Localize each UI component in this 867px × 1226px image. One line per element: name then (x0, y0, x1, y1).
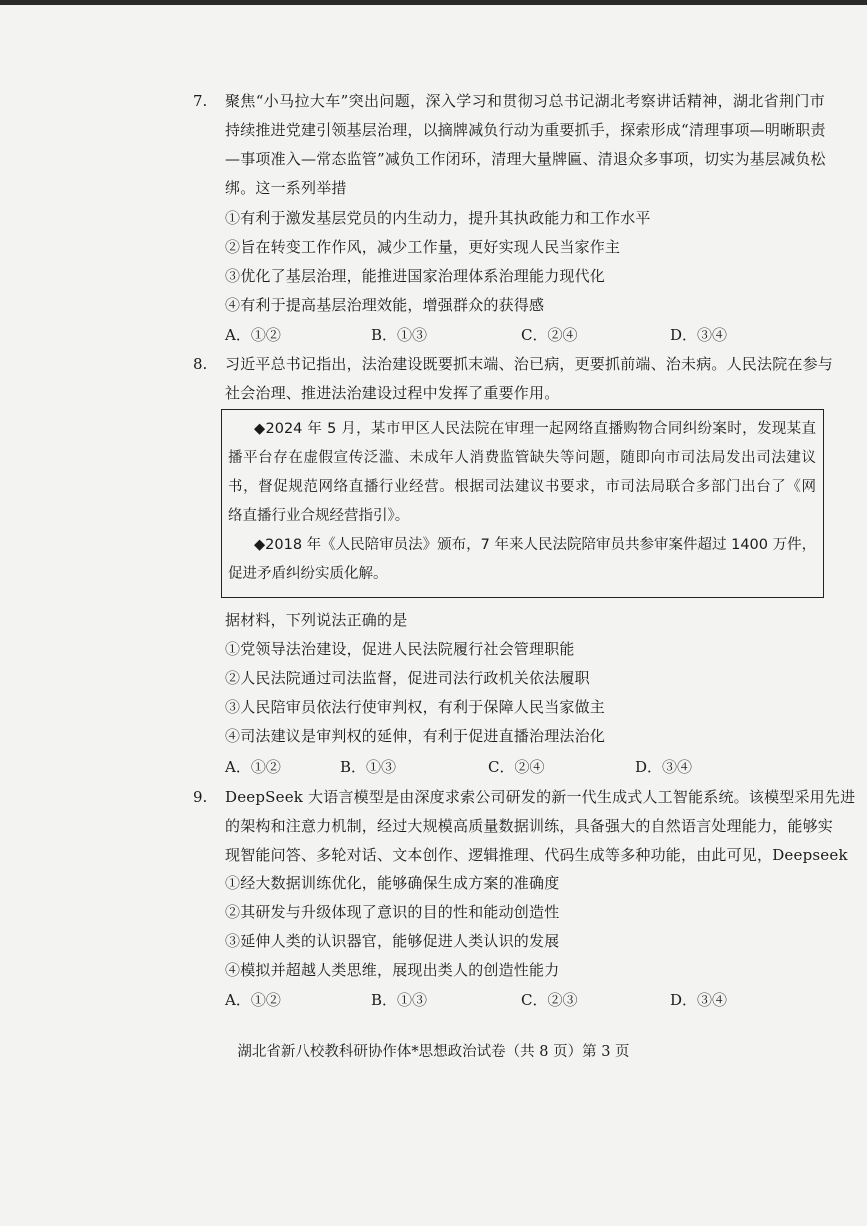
q9-option-d: D．③④ (670, 991, 728, 1009)
q8-stem-line-2: 社会治理、推进法治建设过程中发挥了重要作用。 (225, 384, 560, 402)
q7-statement-4: ④有利于提高基层治理效能，增强群众的获得感 (225, 296, 545, 314)
q9-stem-line-2: 的架构和注意力机制，经过大规模高质量数据训练，具备强大的自然语言处理能力，能够实 (225, 817, 834, 835)
q9-statement-2: ②其研发与升级体现了意识的目的性和能动创造性 (225, 903, 560, 921)
q8-material-line-4: 络直播行业合规经营指引》。 (228, 508, 410, 524)
q9-option-c: C．②③ (521, 991, 578, 1009)
q8-option-d: D．③④ (635, 758, 693, 776)
q9-statement-3: ③延伸人类的认识器官，能够促进人类认识的发展 (225, 932, 560, 950)
q7-option-b: B．①③ (371, 326, 428, 344)
q7-stem-line-2: 持续推进党建引领基层治理，以摘牌减负行动为重要抓手，探索形成“清理事项—明晰职责 (225, 121, 826, 139)
q9-stem-line-1: DeepSeek 大语言模型是由深度求索公司研发的新一代生成式人工智能系统。该模型采用先进 (225, 788, 856, 806)
q9-option-a: A．①② (225, 991, 281, 1009)
q7-stem-line-3: —事项准入—常态监管”减负工作闭环，清理大量牌匾、清退众多事项，切实为基层减负松 (225, 150, 826, 168)
q8-material-line-6: 促进矛盾纠纷实质化解。 (228, 566, 388, 582)
q7-option-d: D．③④ (670, 326, 728, 344)
page-footer: 湖北省新八校教科研协作体*思想政治试卷（共 8 页）第 3 页 (237, 1044, 630, 1060)
q8-material-line-1: ◆2024 年 5 月，某市甲区人民法院在审理一起网络直播购物合同纠纷案时，发现某直 (254, 421, 816, 437)
q9-number: 9. (193, 788, 208, 806)
q7-statement-2: ②旨在转变工作作风，减少工作量，更好实现人民当家作主 (225, 238, 621, 256)
q8-option-c: C．②④ (488, 758, 545, 776)
q8-stem-line-1: 习近平总书记指出，法治建设既要抓末端、治已病，更要抓前端、治未病。人民法院在参与 (225, 355, 834, 373)
q7-statement-3: ③优化了基层治理，能推进国家治理体系治理能力现代化 (225, 267, 606, 285)
q8-number: 8. (193, 355, 208, 373)
q7-statement-1: ①有利于激发基层党员的内生动力，提升其执政能力和工作水平 (225, 209, 651, 227)
q9-statement-1: ①经大数据训练优化，能够确保生成方案的准确度 (225, 874, 560, 892)
q8-material-line-5: ◆2018 年《人民陪审员法》颁布，7 年来人民法院陪审员共参审案件超过 1400 万件， (254, 537, 817, 553)
q8-statement-4: ④司法建议是审判权的延伸，有利于促进直播治理法治化 (225, 727, 606, 745)
q7-option-c: C．②④ (521, 326, 578, 344)
q8-material-line-3: 书，督促规范网络直播行业经营。根据司法建议书要求，市司法局联合多部门出台了《网 (228, 479, 816, 495)
q9-option-b: B．①③ (371, 991, 428, 1009)
q8-prompt: 据材料，下列说法正确的是 (225, 611, 408, 629)
q8-statement-1: ①党领导法治建设，促进人民法院履行社会管理职能 (225, 640, 575, 658)
q7-stem-line-1: 聚焦“小马拉大车”突出问题，深入学习和贯彻习总书记湖北考察讲话精神，湖北省荆门市 (225, 92, 825, 110)
q7-number: 7. (193, 92, 208, 110)
q8-statement-2: ②人民法院通过司法监督，促进司法行政机关依法履职 (225, 669, 590, 687)
q9-statement-4: ④模拟并超越人类思维，展现出类人的创造性能力 (225, 961, 560, 979)
q7-stem-line-4: 绑。这一系列举措 (225, 179, 347, 197)
q9-stem-line-3: 现智能问答、多轮对话、文本创作、逻辑推理、代码生成等多种功能，由此可见，Deepseek (225, 846, 848, 864)
q7-option-a: A．①② (225, 326, 281, 344)
q8-statement-3: ③人民陪审员依法行使审判权，有利于保障人民当家做主 (225, 698, 606, 716)
q8-option-b: B．①③ (340, 758, 397, 776)
q8-option-a: A．①② (225, 758, 281, 776)
q8-material-line-2: 播平台存在虚假宣传泛滥、未成年人消费监管缺失等问题，随即向市司法局发出司法建议 (228, 450, 816, 466)
